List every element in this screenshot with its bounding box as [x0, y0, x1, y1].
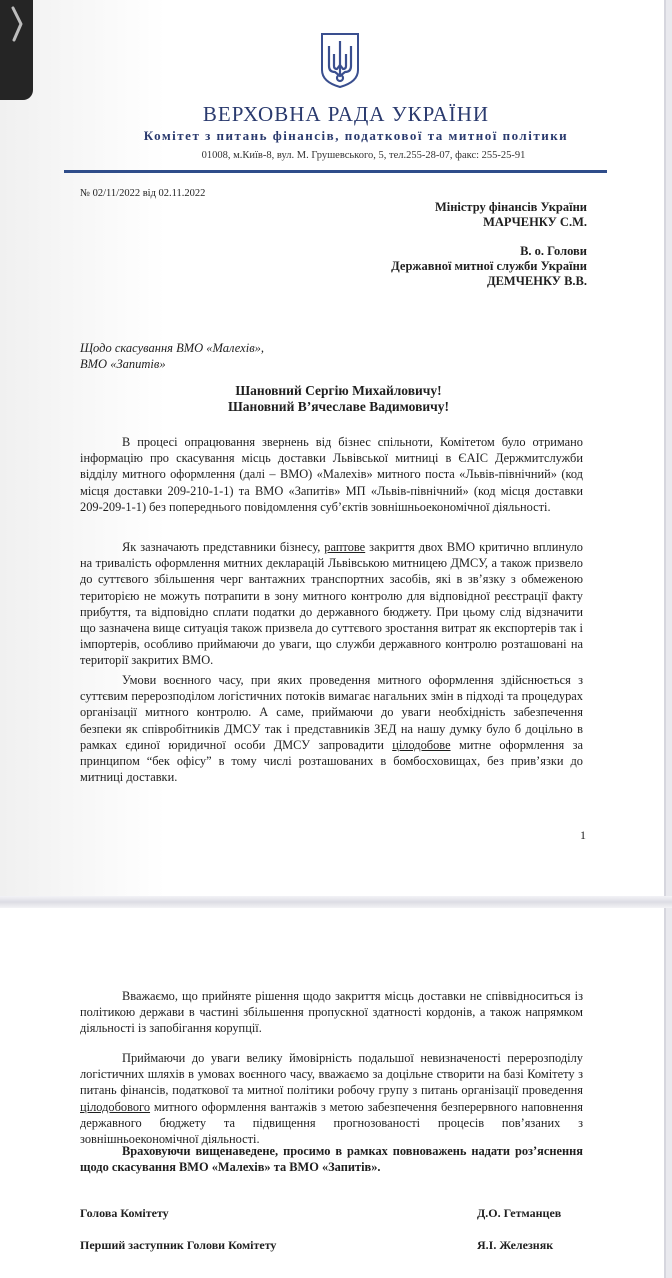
underlined-word: цілодобового [80, 1099, 151, 1114]
paragraph-2-text: Як зазначають представники бізнесу, [122, 540, 325, 554]
paragraph-3 [80, 672, 583, 785]
viewer-side-tab[interactable] [0, 0, 33, 100]
signatory-title: Голова Комітету [80, 1206, 169, 1220]
paragraph-1: В процесі опрацювання звернень від бізнес спільноти, Комітетом було отримано інформацію про скасування місць доставки Львівської митниці в ЄАІС Держмитслужби відділу митного оформлення (далі – ВМО) «Малехів» митного поста «Львів-північний» (код місця доставки 209-210-1-1) та ВМО «Запитів» МП «Львів-північний» (код місця доставки 209-209-1-1) без попереднього повідомлення суб’єктів зовнішньоекономічної діяльності. [80, 435, 583, 514]
paragraph-4: Вважаємо, що прийняте рішення щодо закриття місць доставки не співвідноситься із політикою держави в частині збільшення пропускної здатності кордонів, а також напрямком діяльності із запобігання корупції. [80, 989, 583, 1036]
letterhead-rule [64, 170, 607, 173]
recipient-2-org: Державної митної служби України [391, 259, 587, 273]
page-divider [0, 896, 672, 908]
page-number: 1 [580, 828, 586, 842]
subject-line-1: Щодо скасування ВМО «Малехів», [80, 341, 264, 355]
underlined-word: цілодобове [392, 737, 451, 752]
org-title: ВЕРХОВНА РАДА УКРАЇНИ [202, 102, 490, 126]
recipients-block [391, 200, 587, 289]
signature-row [80, 1238, 580, 1253]
committee-address: 01008, м.Київ-8, вул. М. Грушевського, 5, тел.255-28-07, факс: 255-25-91 [201, 150, 526, 161]
paragraph-2-text: закриття двох ВМО критично вплинуло на тривалість оформлення митних декларацій Львівською митницею ДМСУ, а також призвело до суттєвого збільшення черг вантажних транспортних засобів, які в зв’язку з обмеженою територією не можуть потрапити в зону митного контролю для відповідної реєстрації факту прибуття, та відповідно сплати податки до державного бюджету. При цьому слід відзначити що зазначена вище ситуація також призвела до суттєвого зростання витрат як експортерів так і імпортерів, особливо приймаючи до уваги, що служби державного контролю розташовані на території закритих ВМО. [80, 540, 583, 668]
paragraph-5-text: митного оформлення вантажів з метою забезпечення безперервного наповнення державного бюджету та підвищення прогнозованості процесів пов’язаних з зовнішньоекономічної діяльності. [80, 1099, 583, 1147]
paragraph-3-text: митне оформлення за принципом “бек офісу” в тому числі розташованих в бомбосховищах, без прив’язки до митниці доставки. [80, 737, 583, 785]
subject-line [80, 340, 264, 372]
greeting-line-2: Шановний В’ячеславе Вадимовичу! [227, 399, 450, 414]
recipient-1-name: МАРЧЕНКУ С.М. [483, 215, 587, 229]
signatory-name: Д.О. Гетманцев [477, 1206, 562, 1220]
recipient-2-title: В. о. Голови [520, 244, 587, 258]
signatory-name: Я.І. Железняк [477, 1238, 554, 1252]
paragraph-5-text: Приймаючи до уваги велику ймовірність подальшої невизначеності перерозподілу логістичних шляхів в умовах воєнного часу, вважаємо за доцільне створити на базі Комітету з питань фінансів, податкової та митної політики робочу групу з питань організації проведення [80, 1051, 583, 1098]
paragraph-request: Враховуючи вищенаведене, просимо в рамках повноважень надати роз’яснення щодо скасування ВМО «Малехів» та ВМО «Запитів». [80, 1144, 583, 1175]
committee-name: Комітет з питань фінансів, податкової та митної політики [143, 128, 569, 143]
signatory-title: Перший заступник Голови Комітету [80, 1238, 277, 1252]
subject-line-2: ВМО «Запитів» [80, 357, 166, 371]
underlined-word: раптове [324, 540, 366, 554]
recipient-2-name: ДЕМЧЕНКУ В.В. [486, 274, 587, 288]
greeting-line-1: Шановний Сергію Михайловичу! [235, 383, 442, 398]
paragraph-3-text: Умови воєнного часу, при яких проведення митного оформлення здійснюється з суттєвим перерозподілом логістичних потоків вимагає нагальних змін в підході та процедурах організації митного контролю. А саме, приймаючи до уваги необхідність забезпечення безпеки як співробітників ДМСУ так і представників ЗЕД на нашу думку було б доцільно в рамках єдиної юридичної особи ДМСУ запровадити [80, 673, 583, 752]
paragraph-5 [80, 1050, 583, 1147]
recipient-1-title: Міністру фінансів України [434, 200, 587, 214]
chevron-right-icon [9, 4, 25, 44]
signature-row [80, 1206, 580, 1221]
paragraph-2 [80, 539, 583, 669]
greeting [0, 383, 672, 415]
document-number: № 02/11/2022 від 02.11.2022 [80, 188, 206, 199]
trident-coat-of-arms-icon [319, 32, 361, 89]
